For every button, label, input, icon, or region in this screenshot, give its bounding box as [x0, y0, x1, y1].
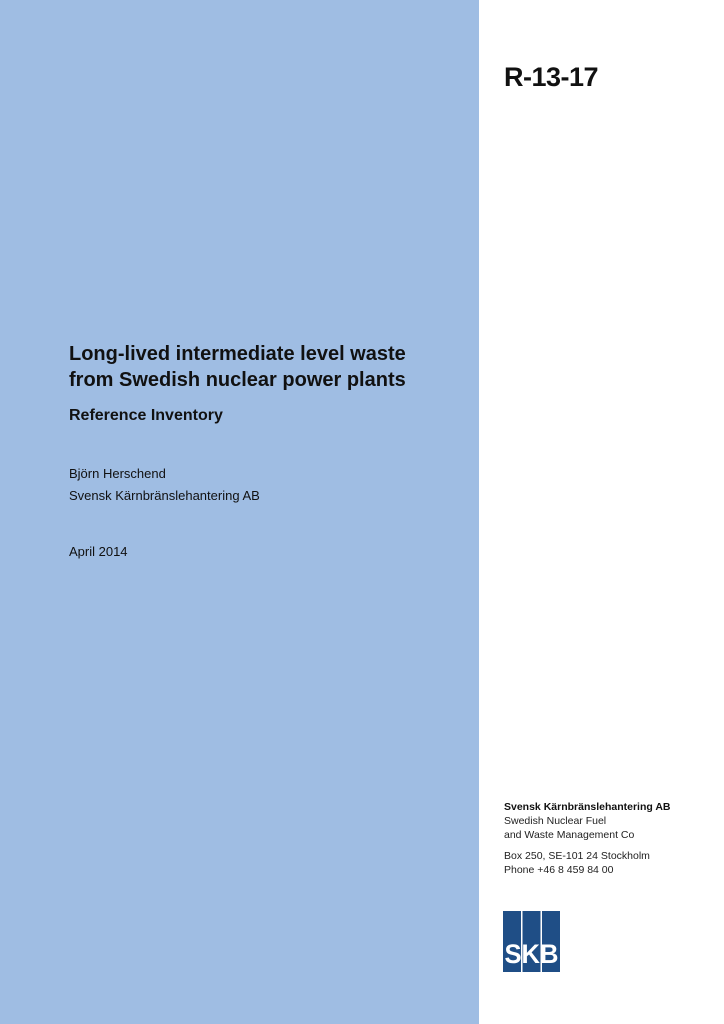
- publication-date: April 2014: [69, 544, 128, 559]
- title-line-2: from Swedish nuclear power plants: [69, 369, 406, 391]
- author-name: Björn Herschend: [69, 466, 166, 481]
- report-number: R-13-17: [504, 62, 599, 92]
- report-subtitle: Reference Inventory: [69, 407, 223, 424]
- publisher-block: [504, 800, 671, 877]
- skb-logo-icon: [503, 911, 560, 972]
- logo-text: SKB: [504, 939, 559, 969]
- publisher-english-name-2: and Waste Management Co: [504, 829, 635, 841]
- author-organization: Svensk Kärnbränslehantering AB: [69, 488, 260, 503]
- publisher-name: Svensk Kärnbränslehantering AB: [504, 801, 671, 813]
- publisher-address: Box 250, SE-101 24 Stockholm: [504, 850, 650, 862]
- publisher-english-name-1: Swedish Nuclear Fuel: [504, 815, 607, 827]
- report-title: [69, 341, 469, 393]
- title-line-1: Long-lived intermediate level waste: [69, 343, 406, 365]
- publisher-phone: Phone +46 8 459 84 00: [504, 864, 614, 876]
